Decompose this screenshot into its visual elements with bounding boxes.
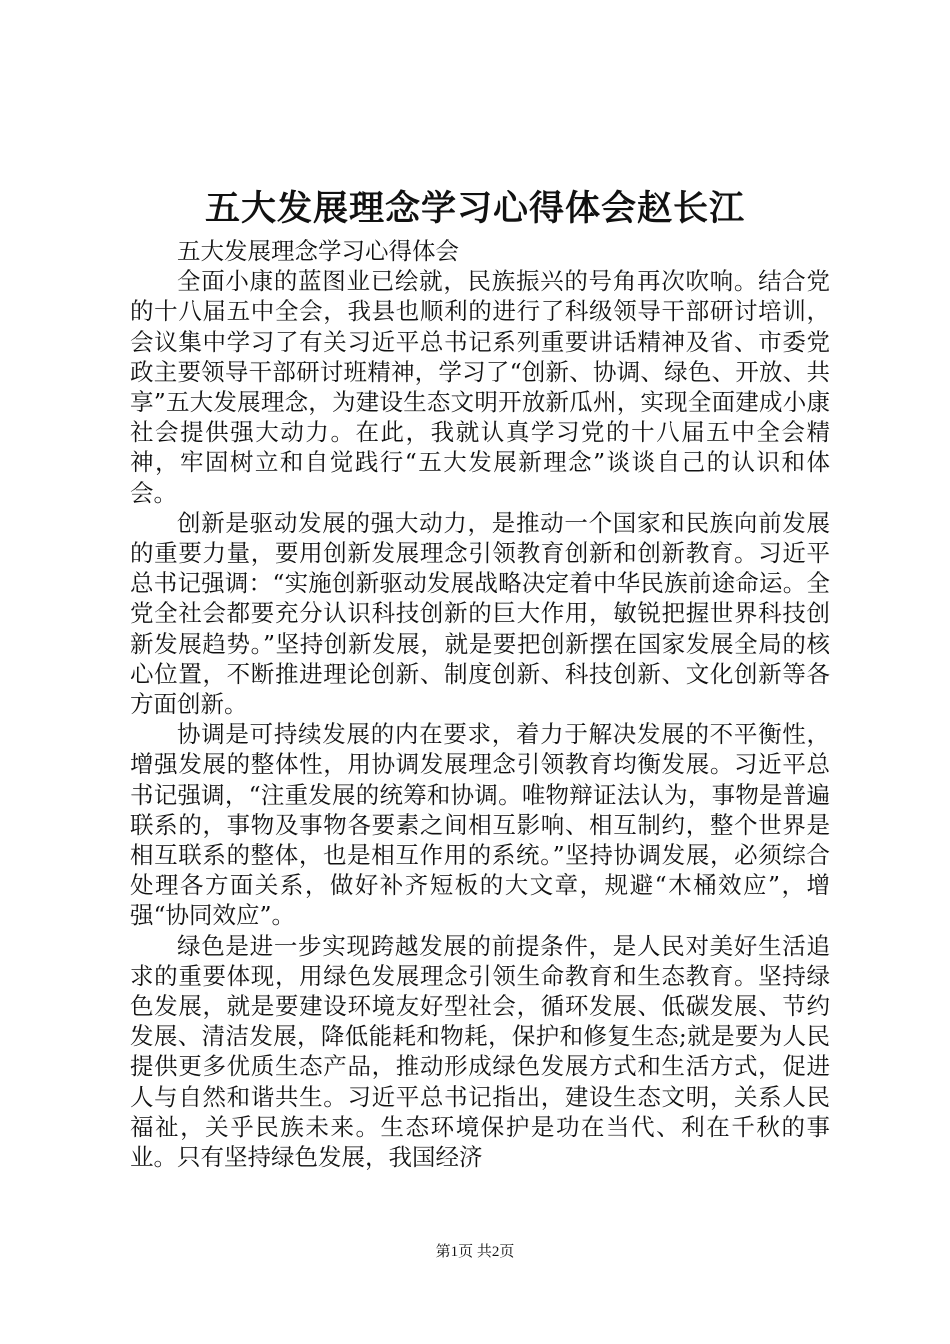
intro-paragraph: 全面小康的蓝图业已绘就，民族振兴的号角再次吹响。结合党的十八届五中全会，我县也顺利的进行了科级领导干部研讨培训，会议集中学习了有关习近平总书记系列重要讲话精神及省、市委党政主要领导干部研讨班精神，学习了“创新、协调、绿色、开放、共享”五大发展理念，为建设生态文明开放新瓜州，实现全面建成小康社会提供强大动力。在此，我就认真学习党的十八届五中全会精神，牢固树立和自觉践行“五大发展新理念”谈谈自己的认识和体会。 <box>130 267 830 507</box>
innovation-paragraph: 创新是驱动发展的强大动力，是推动一个国家和民族向前发展的重要力量，要用创新发展理念引领教育创新和创新教育。习近平总书记强调：“实施创新驱动发展战略决定着中华民族前途命运。全党全社会都要充分认识科技创新的巨大作用，敏锐把握世界科技创新发展趋势。”坚持创新发展，就是要把创新摆在国家发展全局的核心位置，不断推进理论创新、制度创新、科技创新、文化创新等各方面创新。 <box>130 508 830 719</box>
page-footer: 第1页 共2页 <box>435 1244 515 1260</box>
document-title: 五大发展理念学习心得体会赵长江 <box>204 188 745 229</box>
coordination-paragraph: 协调是可持续发展的内在要求，着力于解决发展的不平衡性，增强发展的整体性，用协调发展理念引领教育均衡发展。习近平总书记强调，“注重发展的统筹和协调。唯物辩证法认为，事物是普遍联系的，事物及事物各要素之间相互影响、相互制约，整个世界是相互联系的整体，也是相互作用的系统。”坚持协调发展，必须综合处理各方面关系，做好补齐短板的大文章，规避“木桶效应”，增强“协同效应”。 <box>130 720 830 930</box>
subtitle-paragraph: 五大发展理念学习心得体会 <box>177 237 459 265</box>
document-body <box>130 236 830 1172</box>
green-paragraph: 绿色是进一步实现跨越发展的前提条件，是人民对美好生活追求的重要体现，用绿色发展理念引领生命教育和生态教育。坚持绿色发展，就是要建设环境友好型社会，循环发展、低碳发展、节约发展、清洁发展，降低能耗和物耗，保护和修复生态;就是要为人民提供更多优质生态产品，推动形成绿色发展方式和生活方式，促进人与自然和谐共生。习近平总书记指出，建设生态文明，关系人民福祉，关乎民族未来。生态环境保护是功在当代、利在千秋的事业。只有坚持绿色发展，我国经济 <box>130 931 830 1172</box>
